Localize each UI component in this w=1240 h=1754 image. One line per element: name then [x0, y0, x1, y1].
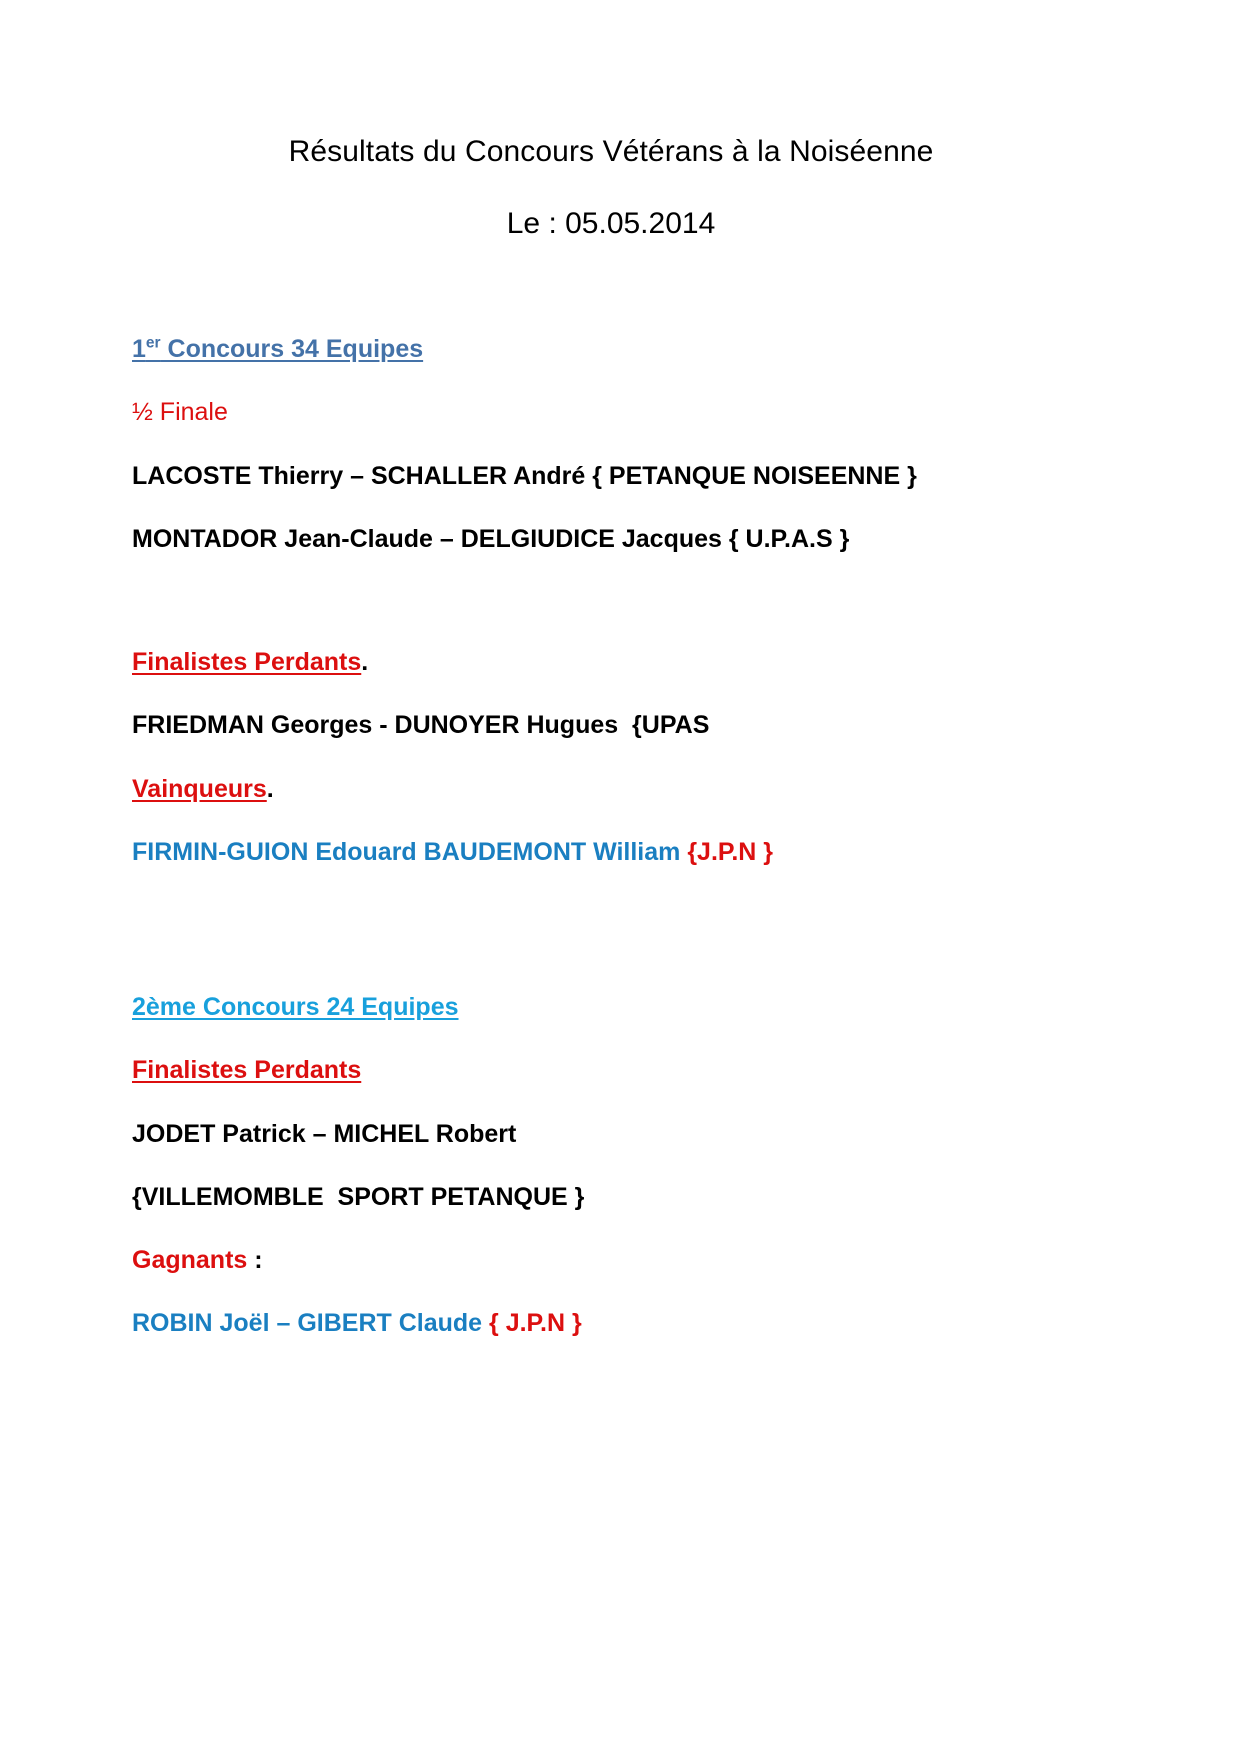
contest-1-losing-finalists-label: Finalistes Perdants: [132, 648, 362, 676]
contest-2-winners-punct: :: [247, 1246, 263, 1274]
contest-1-winners-names: FIRMIN-GUION Edouard BAUDEMONT William: [132, 837, 688, 866]
contest-1-heading-number: 1: [132, 335, 146, 363]
page-title: Résultats du Concours Vétérans à la Noiséenne: [288, 135, 934, 168]
contest-1-winners-team: [132, 837, 1112, 868]
document-content: [132, 0, 1112, 1340]
contest-1-heading-rest: Concours 34 Equipes: [160, 335, 424, 363]
contest-2-heading: 2ème Concours 24 Equipes: [132, 993, 459, 1021]
contest-1-losing-finalists-heading: [132, 647, 1112, 678]
contest-2-losing-finalists-team-line-2: {VILLEMOMBLE SPORT PETANQUE }: [132, 1182, 585, 1211]
spacer-after-title: [132, 242, 1112, 334]
contest-2-losing-finalists-label: Finalistes Perdants: [132, 1056, 362, 1085]
contest-1-semifinal-team-2: MONTADOR Jean-Claude – DELGIUDICE Jacques { U.P.A.S }: [132, 524, 850, 553]
contest-2-winners-club: { J.P.N }: [489, 1309, 582, 1338]
contest-1-winners-label: Vainqueurs: [132, 774, 267, 803]
contest-1-losing-finalists-punct: .: [361, 648, 369, 676]
contest-1-heading: [132, 334, 1112, 365]
contest-1-losing-finalists-team: FRIEDMAN Georges - DUNOYER Hugues {UPAS: [132, 711, 710, 740]
spacer-contest-1-mid: [132, 587, 1112, 647]
contest-1-heading-ordinal: er: [145, 334, 161, 352]
contest-2-winners-team: [132, 1308, 1112, 1339]
spacer-between-contests: [132, 900, 1112, 992]
contest-2-losing-finalists-team-line-1: JODET Patrick – MICHEL Robert: [132, 1119, 517, 1148]
contest-2-winners-names: ROBIN Joël – GIBERT Claude: [132, 1309, 490, 1338]
document-date: Le : 05.05.2014: [506, 206, 716, 240]
contest-1-semifinal-label: ½ Finale: [132, 398, 228, 427]
contest-1-winners-heading: [132, 774, 1112, 805]
contest-2-winners-label: Gagnants: [132, 1246, 248, 1274]
contest-1-semifinal-team-1: LACOSTE Thierry – SCHALLER André { PETANQUE NOISEENNE }: [132, 461, 917, 490]
contest-1-winners-club: {J.P.N }: [687, 837, 774, 866]
contest-2-winners-heading: [132, 1245, 1112, 1276]
contest-1-winners-punct: .: [266, 774, 274, 803]
